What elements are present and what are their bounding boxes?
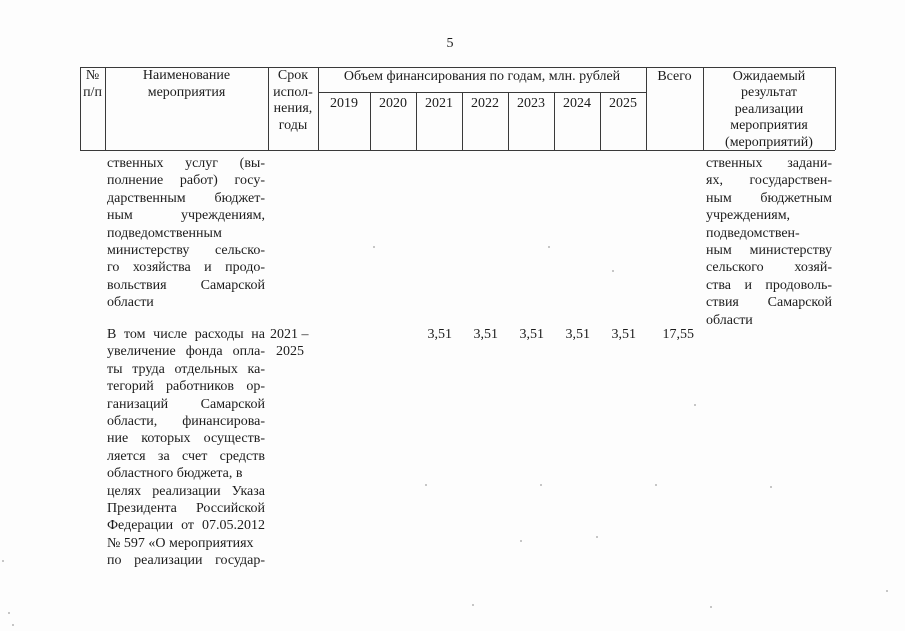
name-text-line: по реализации государ- [107,553,265,569]
scan-speck [540,484,542,486]
row-2-value-2025: 3,51 [611,327,636,342]
header-result [703,69,835,151]
name-text-line: № 597 «О мероприятиях [107,535,254,551]
row-2-value-2024: 3,51 [565,327,590,342]
column-divider [835,67,836,150]
header-name-line: мероприятия [147,84,226,100]
name-text-line: Президента Российской [107,500,265,516]
result-text-line: подведомствен- [706,225,800,241]
name-text-line: ственных услуг (вы- [107,156,265,171]
row-1-result-cell [706,155,832,329]
name-text-line: области, финансирова- [107,413,265,429]
header-term [268,68,318,134]
scan-speck [886,590,888,592]
name-text-line: В том числе расходы на [107,327,265,342]
result-text-line: ях, государствен- [706,173,832,189]
header-year-2024: 2024 [563,96,591,111]
name-text-line: вольствия Самарской [107,277,265,293]
result-text-line: ным министерству [706,242,832,258]
scan-speck [548,246,550,248]
scan-speck [596,536,598,538]
name-text-line: полнение работ) госу- [107,173,265,189]
name-text-line: тегорий работников ор- [107,379,265,395]
name-text-line: целях реализации Указа [107,483,265,499]
header-result-line: Ожидаемый [732,69,806,84]
result-text-line: сельского хозяй- [706,260,832,276]
scan-speck [472,604,474,606]
row-1-name-cell [107,155,265,312]
term-text-line: 2021 – [270,327,309,342]
header-term-line: испол- [273,84,313,100]
header-year-2021: 2021 [425,96,453,111]
result-text-line: ным бюджетным [706,190,832,206]
scan-speck [694,404,696,406]
scan-speck [373,246,375,248]
name-text-line: областного бюджета, в [107,466,243,482]
header-number-line: п/п [83,84,102,100]
header-term-line: нения, [273,101,313,116]
row-2-name-cell [107,326,265,569]
header-result-line: реализации [734,101,804,117]
name-text-line: дарственным бюджет- [107,190,265,206]
name-text-line: Федерации от 07.05.2012 [107,518,265,534]
name-text-line: ние которых осуществ- [107,431,265,447]
name-text-line: го хозяйства и продо- [107,260,265,276]
header-name-line: Наименование [142,68,231,83]
header-term-line: Срок [277,68,309,83]
name-text-line: увеличение фонда опла- [107,344,265,360]
scan-speck [710,606,712,608]
scan-speck [425,484,427,486]
name-text-line: подведомственным [107,225,222,241]
scan-speck [8,612,10,614]
header-year-2025: 2025 [609,96,637,111]
name-text-line: ты труда отдельных ка- [107,361,265,377]
header-total: Всего [657,69,692,84]
row-2-value-2021: 3,51 [427,327,452,342]
row-2-value-2022: 3,51 [473,327,498,342]
header-number [80,68,105,101]
name-text-line: ным учреждениям, [107,208,265,224]
scan-speck [612,270,614,272]
term-text-line: 2025 [276,344,304,360]
header-year-2020: 2020 [379,96,407,111]
name-text-line: области [107,295,154,311]
scan-speck [655,484,657,486]
header-year-2019: 2019 [330,96,358,111]
row-2-term-cell [270,326,318,361]
header-term-line: годы [278,117,308,133]
name-text-line: ляется за счет средств [107,448,265,464]
name-text-line: ганизаций Самарской [107,396,265,412]
header-result-line: результат [740,85,798,101]
header-year-2022: 2022 [471,96,499,111]
header-result-line: мероприятия [730,118,808,134]
scan-speck [520,540,522,542]
header-number-line: № [85,68,100,83]
financing-subheader-line [318,92,646,93]
page-number: 5 [446,36,454,51]
name-text-line: министерству сельско- [107,242,265,258]
result-text-line: области [706,312,753,328]
scan-speck [12,624,14,626]
result-text-line: учреждениям, [706,208,791,224]
header-year-2023: 2023 [517,96,545,111]
header-name [105,68,268,101]
header-financing: Объем финансирования по годам, млн. рублей [343,69,621,84]
row-2-total: 17,55 [662,327,694,342]
scan-speck [2,560,4,562]
result-text-line: ствия Самарской [706,295,832,311]
row-2-value-2023: 3,51 [519,327,544,342]
header-result-line: (мероприятий) [725,134,813,150]
scan-speck [770,486,772,488]
result-text-line: ственных задани- [706,156,832,171]
result-text-line: ства и продоволь- [706,277,832,293]
